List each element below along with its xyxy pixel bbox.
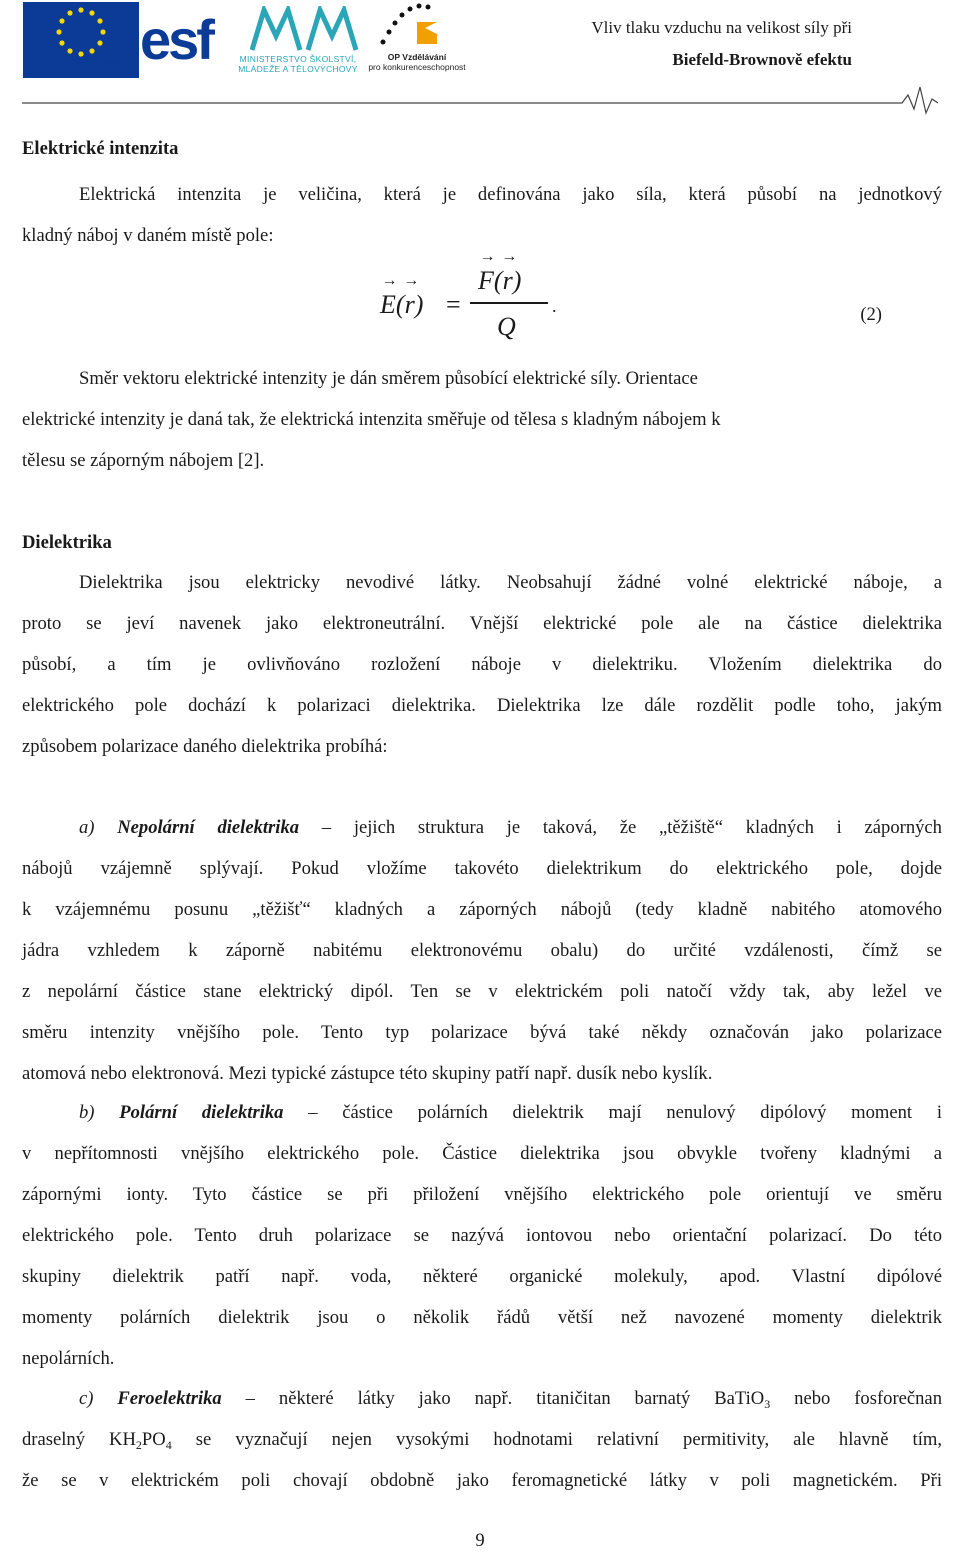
text-line: momenty polárních dielektrik jsou o několik řádů větší než navozené momenty dielektrik <box>22 1307 942 1328</box>
eq-lhs: → E(→ r) <box>380 290 423 320</box>
text-line: Směr vektoru elektrické intenzity je dán směrem působící elektrické síly. Orientace <box>79 368 698 389</box>
eq-symbol-E: → E <box>380 290 396 320</box>
text-line: že se v elektrickém poli chovají obdobně jako feromagnetické látky v poli magnetickém. Při <box>22 1470 942 1491</box>
text-line: působí, a tím je ovlivňováno rozložení náboje v dielektriku. Vložením dielektrika do <box>22 654 942 675</box>
text-line <box>22 1378 942 1419</box>
text-line: elektrického pole dochází k polarizaci dielektrika. Dielektrika lze dále rozdělit podle toho, jakým <box>22 695 942 716</box>
list-item-nepolarni <box>22 807 942 1094</box>
eq-equals: = <box>446 290 461 319</box>
eu-caption: EVROPSKÁ UNIE <box>37 58 125 69</box>
text-line: proto se jeví navenek jako elektroneutrální. Vnější elektrické pole ale na částice dielektrika <box>22 613 942 634</box>
msmt-caption-2: MLÁDEŽE A TĚLOVÝCHOVY <box>238 64 358 74</box>
list-item-polarni <box>22 1092 942 1379</box>
item-text: – některé látky jako např. titaničitan barnatý BaTiO <box>221 1388 765 1409</box>
eq-fraction-bar <box>470 302 548 304</box>
item-text: – jejich struktura je taková, že „těžiště“ kladných i záporných <box>299 817 942 838</box>
item-term: Polární dielektrika <box>119 1102 284 1123</box>
section-heading-intenzita: Elektrické intenzita <box>22 138 179 159</box>
op-caption-2: pro konkurenceschopnost <box>368 62 466 72</box>
item-text: se vyznačují nejen vysokými hodnotami relativní permitivity, ale hlavně tím, <box>171 1429 942 1450</box>
item-prefix: c) <box>79 1388 94 1409</box>
eq-symbol-F: → F <box>478 266 494 296</box>
paragraph-intenzita-definition <box>22 174 942 256</box>
equation-intenzita <box>380 262 940 352</box>
text-line <box>22 1419 942 1460</box>
item-text: draselný KH <box>22 1429 136 1450</box>
text-line: skupiny dielektrik patří např. voda, některé organické molekuly, apod. Vlastní dipólové <box>22 1266 942 1287</box>
msmt-caption-1: MINISTERSTVO ŠKOLSTVÍ, <box>239 54 357 64</box>
text-line: zápornými ionty. Tyto částice se při přiložení vnějšího elektrického pole orientují ve směru <box>22 1184 942 1205</box>
header-signal-line <box>22 85 938 115</box>
text-line: směru intenzity vnějšího pole. Tento typ polarizace bývá také někdy označován jako polarizace <box>22 1022 942 1043</box>
subscript: 2 <box>135 1438 142 1452</box>
subscript: 3 <box>764 1397 771 1411</box>
item-term: Nepolární dielektrika <box>117 817 300 838</box>
eq-dot: . <box>552 296 557 316</box>
msmt-logo-icon <box>250 6 360 52</box>
eq-symbol-r: → r <box>405 290 415 320</box>
page-header <box>0 0 960 116</box>
text-line: nábojů vzájemně splývají. Pokud vložíme takovéto dielektrikum do elektrického pole, dojde <box>22 858 942 879</box>
item-term: Feroelektrika <box>117 1388 222 1409</box>
text-line: nepolárních. <box>22 1348 115 1369</box>
item-text: – částice polárních dielektrik mají nenulový dipólový moment i <box>283 1102 942 1123</box>
text-line: tělesu se záporným nábojem [2]. <box>22 450 265 471</box>
esf-logo: esf <box>140 8 212 71</box>
subscript: 4 <box>165 1438 172 1452</box>
item-text: PO <box>141 1429 166 1450</box>
item-text: nebo fosforečnan <box>770 1388 942 1409</box>
text-line <box>22 807 942 848</box>
text-line: v nepřítomnosti vnějšího elektrického pole. Částice dielektrika jsou obvykle tvořeny kladnými a <box>22 1143 942 1164</box>
text-line: z nepolární částice stane elektrický dipól. Ten se v elektrickém poli natočí vždy tak, aby ležel ve <box>22 981 942 1002</box>
section-heading-dielektrika: Dielektrika <box>22 532 112 553</box>
page-number: 9 <box>475 1530 485 1551</box>
eq-denominator: Q <box>497 312 516 341</box>
text-line: způsobem polarizace daného dielektrika probíhá: <box>22 736 388 757</box>
equation-number: (2) <box>860 304 882 325</box>
header-title-line-1: Vliv tlaku vzduchu na velikost síly při <box>591 18 852 37</box>
text-line: k vzájemnému posunu „těžišť“ kladných a záporných nábojů (tedy kladně nabitého atomového <box>22 899 942 920</box>
paragraph-intenzita-direction <box>22 358 942 481</box>
text-line: kladný náboj v daném místě pole: <box>22 225 274 246</box>
op-caption-1: OP Vzdělávání <box>387 52 447 62</box>
paragraph-dielektrika-intro <box>22 562 942 767</box>
text-line: jádra vzhledem k záporně nabitému elektronovému obalu) do určité vzdálenosti, čímž se <box>22 940 942 961</box>
op-dots-logo-icon <box>375 2 445 52</box>
text-line <box>22 1092 942 1133</box>
text-line: atomová nebo elektronová. Mezi typické zástupce této skupiny patří např. dusík nebo kyslík. <box>22 1063 713 1084</box>
header-title-line-2: Biefeld-Brownově efektu <box>672 50 852 69</box>
text-line: Dielektrika jsou elektricky nevodivé látky. Neobsahují žádné volné elektrické náboje, a <box>79 572 942 593</box>
list-item-feroelektrika <box>22 1378 942 1501</box>
eu-stars-icon <box>23 2 139 58</box>
text-line: elektrického pole. Tento druh polarizace se nazývá iontovou nebo orientační polarizací. Do této <box>22 1225 942 1246</box>
item-prefix: a) <box>79 817 95 838</box>
eq-numerator: → F(→ r) <box>478 266 521 296</box>
eq-symbol-r: → r <box>503 266 513 296</box>
item-prefix: b) <box>79 1102 95 1123</box>
text-line: Elektrická intenzita je veličina, která je definována jako síla, která působí na jednotkový <box>79 184 942 205</box>
text-line: elektrické intenzity je daná tak, že elektrická intenzita směřuje od tělesa s kladným nábojem k <box>22 409 721 430</box>
